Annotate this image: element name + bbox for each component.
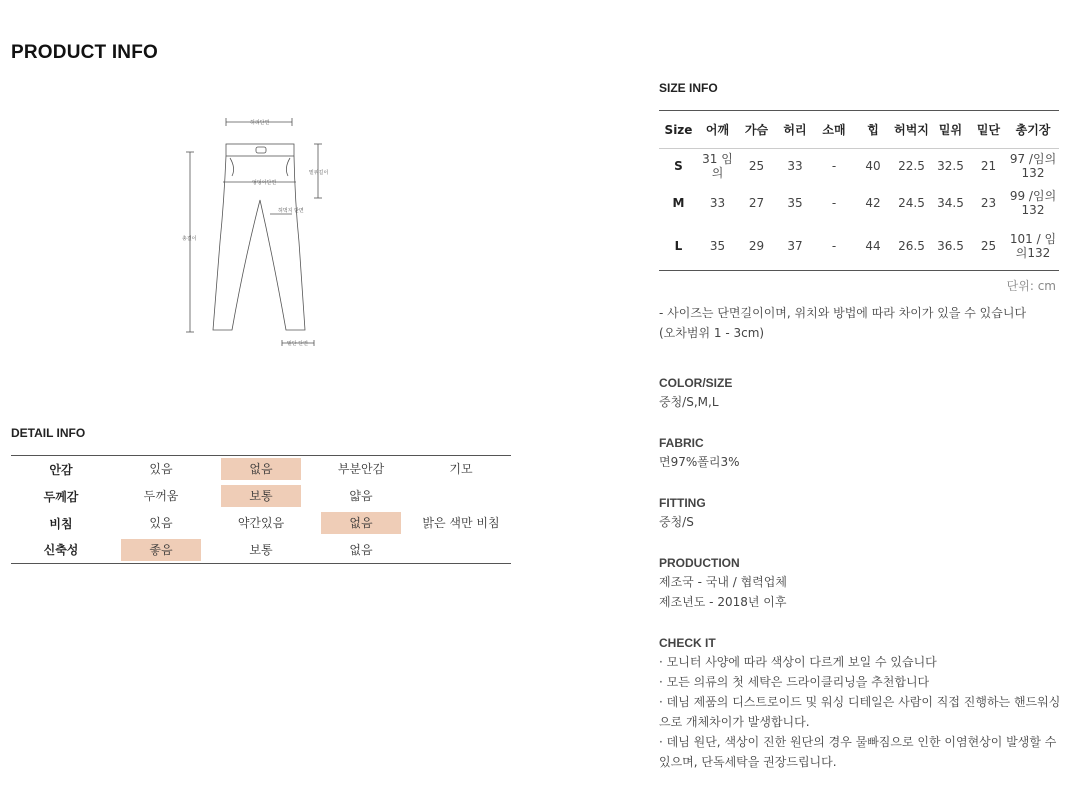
detail-row: [11, 510, 511, 537]
check-item: · 데님 제품의 디스트로이드 및 워싱 디테일은 사람이 직접 진행하는 핸드워싱으로 개체차이가 발생합니다.: [659, 695, 1061, 729]
size-value-cell: -: [831, 158, 837, 173]
detail-info-title: DETAIL INFO: [11, 426, 86, 440]
diagram-label-thigh: 허벅지 단면: [278, 208, 304, 214]
size-row: [659, 223, 1059, 271]
detail-option-cell: [211, 510, 311, 537]
size-value-cell: 44: [865, 239, 881, 254]
detail-option-cell: [311, 483, 411, 510]
fabric-title: FABRIC: [659, 436, 704, 450]
detail-row-label: 두께감: [43, 489, 79, 504]
color-size-value: 중청/S,M,L: [659, 395, 719, 409]
production-year: 제조년도 - 2018년 이후: [659, 595, 787, 609]
fitting-value: 중청/S: [659, 515, 694, 529]
detail-option: [421, 485, 501, 507]
detail-option-cell: [111, 483, 211, 510]
pants-measurement-diagram: [178, 112, 338, 354]
detail-option-cell: [411, 510, 511, 537]
size-value-cell: -: [831, 195, 837, 210]
size-value-cell: 33: [709, 195, 726, 210]
detail-option-cell: [411, 483, 511, 510]
detail-option: 있음: [149, 462, 173, 477]
size-value-cell: 27: [748, 195, 765, 210]
diagram-label-rise: 밑위길이: [309, 170, 329, 176]
size-column-header: 어깨: [698, 111, 737, 149]
detail-option-cell: [111, 456, 211, 483]
size-column-header: 소매: [814, 111, 854, 149]
detail-info-table: [11, 455, 511, 564]
detail-option-cell: [111, 537, 211, 564]
detail-row: [11, 537, 511, 564]
detail-option-cell: [311, 510, 411, 537]
size-value-cell: 37: [787, 239, 803, 254]
page-title: PRODUCT INFO: [11, 42, 159, 63]
size-value-cell: 25: [748, 158, 765, 173]
size-column-header: 힙: [854, 111, 892, 149]
detail-option: [421, 539, 501, 561]
size-value-cell: 97 /임의132: [1009, 151, 1057, 180]
size-column-header: 총기장: [1007, 111, 1059, 149]
size-label-cell: S: [674, 158, 683, 173]
check-it-list: [659, 652, 1064, 772]
size-value-cell: 32.5: [937, 158, 964, 173]
size-value-cell: -: [831, 239, 837, 254]
unit-label: 단위: cm: [1006, 279, 1056, 293]
detail-option-cell: [211, 537, 311, 564]
detail-option-selected: 없음: [321, 512, 401, 534]
detail-option-selected: 좋음: [121, 539, 201, 561]
size-column-header: 허리: [776, 111, 814, 149]
detail-option: 있음: [149, 516, 173, 530]
detail-option-selected: 없음: [221, 458, 301, 480]
diagram-label-hem: 밑단 단면: [287, 341, 308, 347]
diagram-label-length: 총길이: [182, 236, 197, 242]
size-value-cell: 33: [787, 158, 803, 173]
diagram-label-waist: 허리단면: [250, 120, 270, 126]
size-value-cell: 101 / 임의132: [1009, 232, 1057, 261]
size-column-header: 밑단: [970, 111, 1007, 149]
detail-row: [11, 483, 511, 510]
detail-option-cell: [211, 483, 311, 510]
detail-option-cell: [111, 510, 211, 537]
size-column-header: 허벅지: [892, 111, 931, 149]
check-item: · 데님 원단, 색상이 진한 원단의 경우 물빠짐으로 인한 이염현상이 발생할 수 있으며, 단독세탁을 권장드립니다.: [659, 735, 1057, 769]
size-note: [659, 303, 1059, 343]
size-value-cell: 21: [980, 158, 997, 173]
size-row: [659, 183, 1059, 223]
detail-option: 두꺼움: [143, 489, 179, 503]
size-value-cell: 35: [709, 239, 726, 254]
detail-option: 기모: [449, 462, 473, 477]
size-note-line: - 사이즈는 단면길이이며, 위치와 방법에 따라 차이가 있을 수 있습니다: [659, 306, 1027, 320]
fabric-value: 면97%폴리3%: [659, 455, 740, 469]
detail-option: 없음: [349, 542, 373, 557]
detail-option: 밝은 색만 비침: [422, 516, 500, 530]
detail-option-cell: [211, 456, 311, 483]
color-size-title: COLOR/SIZE: [659, 376, 733, 390]
check-item: · 모든 의류의 첫 세탁은 드라이클리닝을 추천합니다: [659, 675, 930, 689]
size-note-range: (오차범위 1 - 3cm): [659, 326, 765, 340]
detail-option: 부분안감: [337, 462, 385, 477]
size-row: [659, 149, 1059, 183]
size-info-table: [659, 110, 1059, 271]
detail-row: [11, 456, 511, 483]
detail-option-cell: [311, 537, 411, 564]
diagram-label-hip: 엉덩이단면: [252, 180, 277, 186]
detail-option-cell: [311, 456, 411, 483]
size-column-header: 밑위: [931, 111, 970, 149]
detail-option: 얇음: [349, 489, 373, 503]
detail-row-label: 비침: [49, 516, 73, 531]
size-value-cell: 99 /임의132: [1009, 188, 1057, 217]
size-value-cell: 40: [865, 158, 881, 173]
detail-option: 보통: [249, 542, 273, 557]
size-value-cell: 26.5: [898, 239, 925, 254]
size-value-cell: 42: [865, 195, 881, 210]
size-column-header: Size: [659, 111, 698, 149]
size-value-cell: 31 임의: [702, 151, 733, 180]
size-value-cell: 23: [980, 195, 997, 210]
size-value-cell: 22.5: [898, 158, 925, 173]
detail-option: 약간있음: [237, 516, 285, 530]
size-value-cell: 36.5: [937, 239, 964, 254]
size-value-cell: 34.5: [937, 195, 964, 210]
detail-option-cell: [411, 537, 511, 564]
size-label-cell: L: [674, 239, 683, 254]
size-value-cell: 35: [787, 195, 803, 210]
detail-row-label: 신축성: [43, 543, 79, 558]
size-value-cell: 24.5: [898, 195, 925, 210]
fitting-title: FITTING: [659, 496, 706, 510]
check-it-title: CHECK IT: [659, 636, 716, 650]
size-column-header: 가슴: [737, 111, 776, 149]
size-value-cell: 29: [748, 239, 765, 254]
detail-option-selected: 보통: [221, 485, 301, 507]
size-info-title: SIZE INFO: [659, 81, 718, 95]
check-item: · 모니터 사양에 따라 색상이 다르게 보일 수 있습니다: [659, 655, 937, 669]
production-title: PRODUCTION: [659, 556, 740, 570]
size-value-cell: 25: [980, 239, 997, 254]
detail-row-label: 안감: [49, 462, 73, 477]
detail-option-cell: [411, 456, 511, 483]
production-country: 제조국 - 국내 / 협력업체: [659, 575, 787, 589]
size-label-cell: M: [672, 195, 685, 210]
